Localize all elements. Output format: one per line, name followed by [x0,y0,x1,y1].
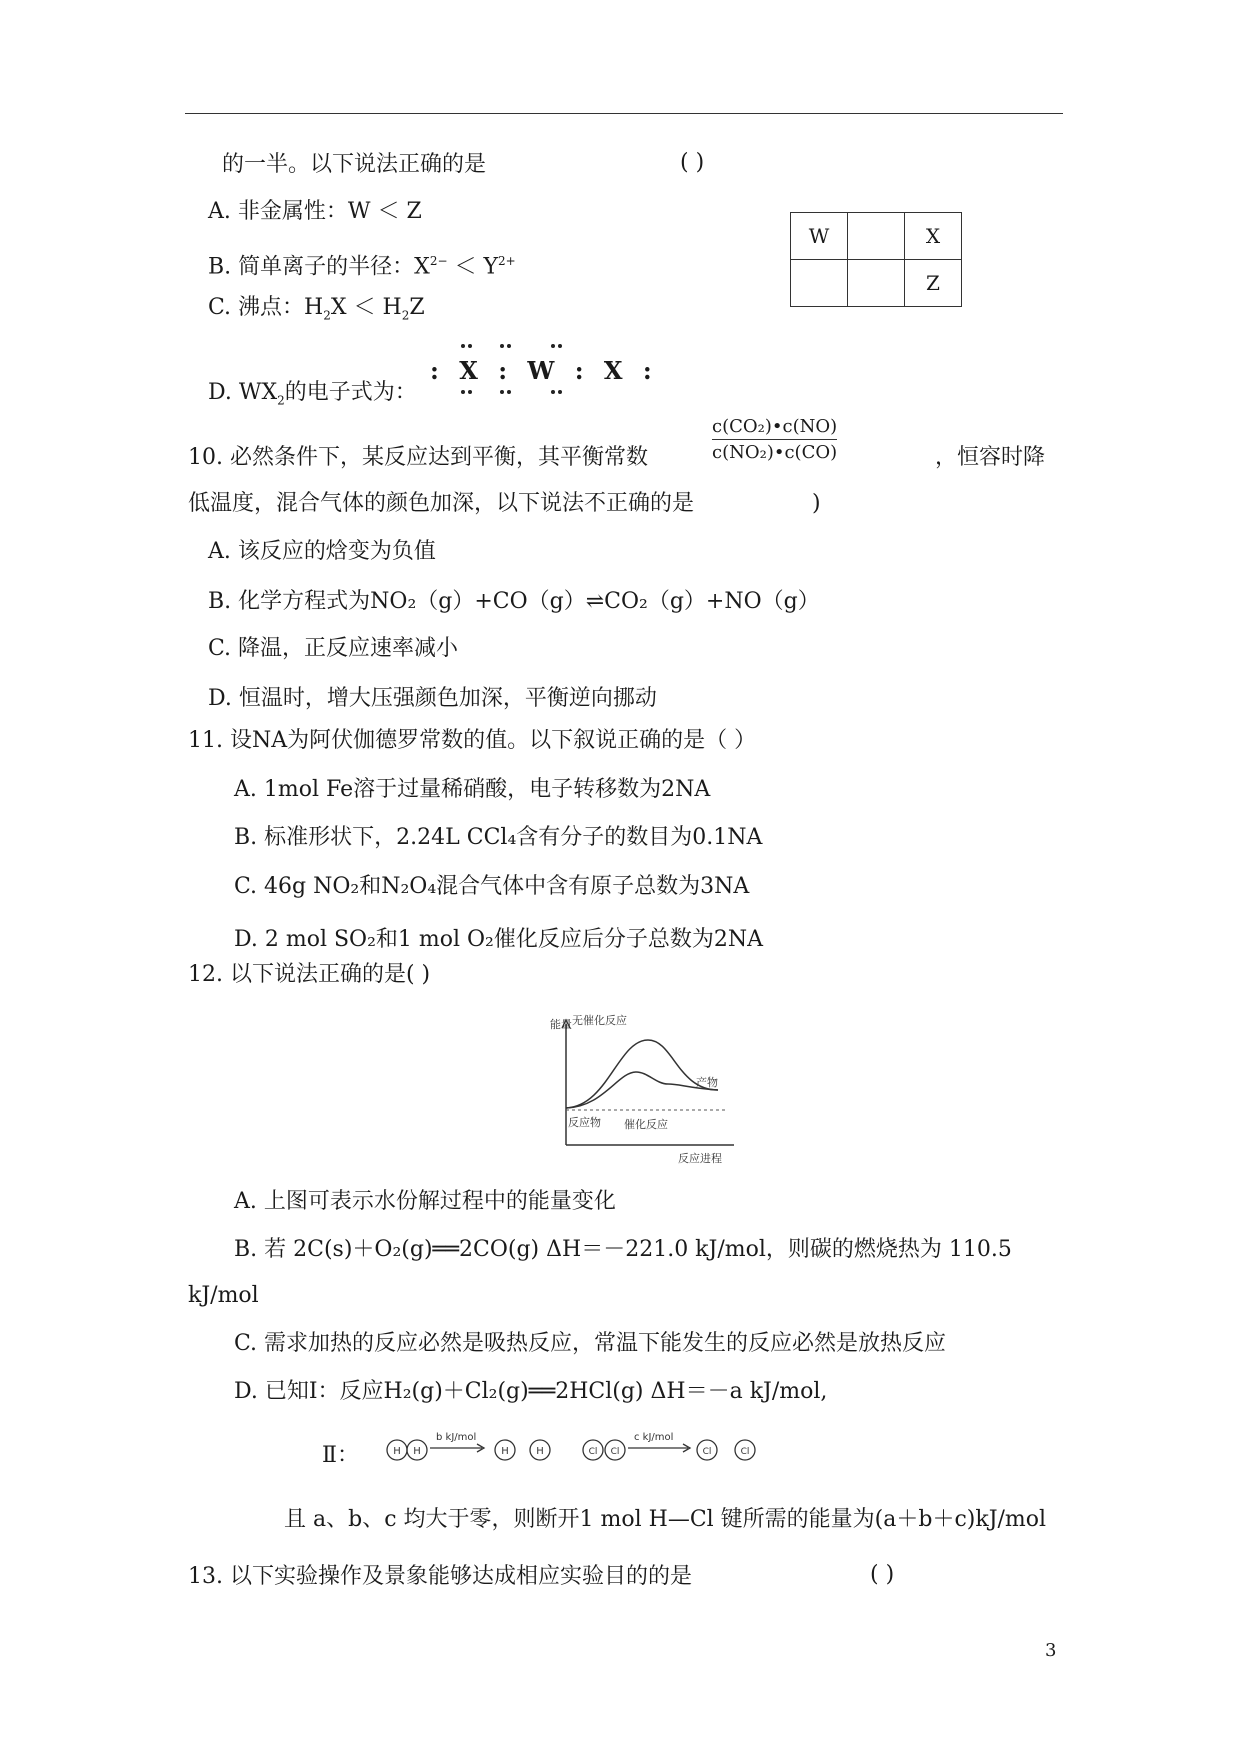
q12-option-b-line1: B. 若 2C(s)＋O₂(g)══2CO(g) ΔH＝－221.0 kJ/mol，则碳的燃烧热为 110.5 [234,1237,1012,1262]
q12-stem: 12. 以下说法正确的是( ) [188,962,431,987]
page-number: 3 [1045,1640,1057,1661]
q10-option-c: C. 降温，正反应速率减小 [208,636,459,661]
periodic-grid [790,212,962,307]
cl-atom: Cl [740,1447,750,1457]
chart-product-label: 产物 [696,1076,718,1089]
chart-ylabel: 能量 [550,1018,572,1031]
grid-cell [791,260,848,307]
q12-option-d: D. 已知Ⅰ：反应H₂(g)＋Cl₂(g)══2HCl(g) ΔH＝－a kJ/mol, [234,1379,828,1404]
arrow-label-c: c kJ/mol [634,1432,674,1443]
q9-option-d: D. $WX_2$的电子式为： [208,380,417,408]
lewis-dots [420,340,590,400]
q9-option-a: A. 非金属性：W ＜ Z [208,199,422,224]
h-atom: H [393,1446,401,1457]
q10-answer-paren: ) [812,491,821,516]
q11-option-c: C. 46g NO₂和N₂O₄混合气体中含有原子总数为3NA [234,874,750,899]
cl-atom: Cl [588,1447,598,1457]
q12-option-c: C. 需求加热的反应必然是吸热反应，常温下能发生的反应必然是放热反应 [234,1331,947,1356]
chart-xlabel: 反应进程 [678,1152,722,1165]
grid-cell: Z [905,260,962,307]
q10-option-b: B. 化学方程式为NO₂（g）+CO（g）⇌CO₂（g）+NO（g） [208,589,820,614]
q12-option-a: A. 上图可表示水份解过程中的能量变化 [234,1189,616,1214]
q11-stem: 11. 设NA为阿伏伽德罗常数的值。以下叙说正确的是（ ） [188,728,757,753]
q12-conclusion: 且 a、b、c 均大于零，则断开1 mol H—Cl 键所需的能量为(a＋b＋c)kJ/mol [284,1507,1047,1532]
q10-stem-line2: 低温度，混合气体的颜色加深，以下说法不正确的是 [188,491,695,516]
equilibrium-constant-fraction [712,416,837,463]
grid-cell [848,260,905,307]
q9-option-b: B. 简单离子的半径：$X^{2-} < Y^{2+}$ [208,254,516,280]
q13-stem: 13. 以下实验操作及景象能够达成相应实验目的的是 [188,1564,692,1589]
fraction-numerator: c(CO₂)•c(NO) [712,416,838,437]
q10-option-a: A. 该反应的焓变为负值 [208,539,436,564]
grid-cell: W [791,213,848,260]
lewis-structure: : X : W : X : [430,356,658,385]
energy-diagram [548,1010,738,1170]
grid-cell [848,213,905,260]
chart-uncatalyzed-label: 无催化反应 [572,1014,627,1027]
q13-answer-paren: ( ) [870,1562,895,1587]
grid-cell: X [905,213,962,260]
q11-option-d: D. 2 mol SO₂和1 mol O₂催化反应后分子总数为2NA [234,927,764,952]
q10-stem-line1: 10. 必然条件下，某反应达到平衡，其平衡常数 [188,445,648,470]
q10-option-d: D. 恒温时，增大压强颜色加深，平衡逆向挪动 [208,686,657,711]
cl-atom: Cl [610,1447,620,1457]
q11-option-a: A. 1mol Fe溶于过量稀硝酸，电子转移数为2NA [234,777,711,802]
q9-answer-paren: ( ) [680,150,705,175]
q11-option-b: B. 标准形状下，2.24L CCl₄含有分子的数目为0.1NA [234,825,763,850]
header-rule [185,113,1063,114]
h-atom: H [536,1446,544,1457]
chart-catalyzed-label: 催化反应 [624,1118,668,1131]
bond-energy-diagram [380,1420,780,1470]
chart-reactant-label: 反应物 [568,1116,601,1129]
h-atom: H [501,1446,509,1457]
fraction-denominator: c(NO₂)•c(CO) [712,442,838,463]
q9-stem: 的一半。以下说法正确的是 [222,152,487,177]
h-atom: H [413,1446,421,1457]
q10-stem-line1-end: ，恒容时降 [935,445,1046,470]
q9-option-c: C. 沸点：$H_2X < H_2Z$ [208,295,425,323]
bond-diagram-label: Ⅱ： [322,1443,359,1468]
q12-option-b-line2: kJ/mol [188,1283,259,1308]
arrow-label-b: b kJ/mol [436,1432,477,1443]
cl-atom: Cl [702,1447,712,1457]
